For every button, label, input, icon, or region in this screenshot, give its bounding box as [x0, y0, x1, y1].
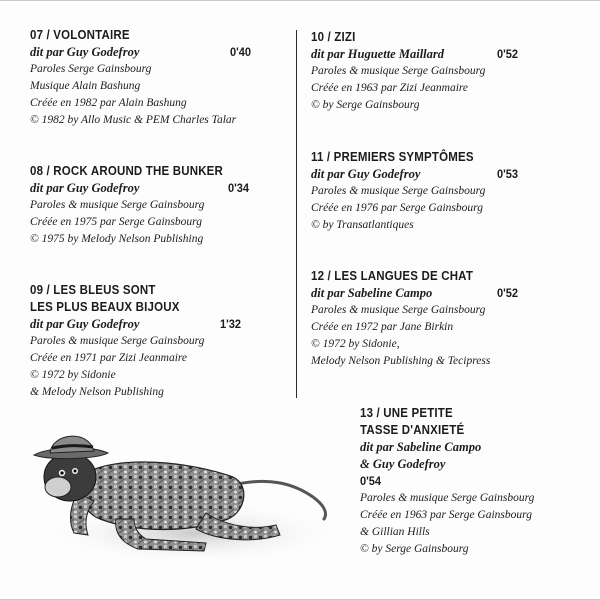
track-entry-08: [30, 163, 250, 248]
track-entry-13: [360, 405, 534, 558]
track-duration: 0'53: [497, 167, 519, 181]
track-duration: 0'52: [497, 47, 519, 61]
track-byline-line: & Guy Godefroy: [360, 457, 446, 471]
track-byline-line: dit par Sabeline Campo: [360, 440, 482, 454]
monkey-figure-illustration: [28, 415, 338, 565]
credit-line: © by Serge Gainsbourg: [311, 99, 420, 111]
credit-line: Paroles & musique Serge Gainsbourg: [360, 492, 535, 504]
credit-line: © 1982 by Allo Music & PEM Charles Talar: [30, 114, 237, 126]
track-byline: [30, 180, 250, 197]
credit-line: Paroles & musique Serge Gainsbourg: [311, 304, 486, 316]
track-title: 07 / VOLONTAIRE: [30, 28, 130, 42]
byline-text: dit par Guy Godefroy: [30, 45, 140, 59]
column-divider: [296, 30, 297, 398]
track-duration: 0'40: [230, 45, 252, 59]
track-duration: 0'54: [360, 474, 382, 488]
track-entry-07: [30, 27, 252, 129]
credit-line: & Melody Nelson Publishing: [30, 386, 164, 398]
credit-line: & Gillian Hills: [360, 526, 430, 538]
byline-text: dit par Guy Godefroy: [311, 167, 421, 181]
track-duration: 1'32: [220, 317, 242, 331]
track-title: 08 / ROCK AROUND THE BUNKER: [30, 164, 224, 178]
top-border: [0, 0, 600, 1]
byline-text: dit par Huguette Maillard: [311, 47, 445, 61]
credit-line: Créée en 1975 par Serge Gainsbourg: [30, 216, 202, 228]
track-byline: [30, 44, 252, 61]
credit-line: Paroles & musique Serge Gainsbourg: [311, 65, 486, 77]
credit-line: Créée en 1972 par Jane Birkin: [311, 321, 454, 333]
track-byline: [30, 316, 242, 333]
credit-line: © 1972 by Sidonie: [30, 369, 116, 381]
track-byline: [311, 166, 519, 183]
credit-line: Créée en 1971 par Zizi Jeanmaire: [30, 352, 188, 364]
track-byline: [311, 46, 519, 63]
credit-line: © 1975 by Melody Nelson Publishing: [30, 233, 204, 245]
credit-line: Créée en 1976 par Serge Gainsbourg: [311, 202, 483, 214]
credit-line: © 1972 by Sidonie,: [311, 338, 400, 350]
track-entry-09: [30, 282, 242, 401]
track-title-line: 13 / UNE PETITE: [360, 406, 453, 420]
credit-line: © by Serge Gainsbourg: [360, 543, 469, 555]
track-entry-10: [311, 29, 519, 114]
track-title-line: 09 / LES BLEUS SONT: [30, 283, 156, 297]
monkey-muzzle: [45, 477, 71, 497]
monkey-body: [80, 462, 244, 530]
credit-line: © by Transatlantiques: [311, 219, 414, 231]
byline-text: dit par Sabeline Campo: [311, 286, 433, 300]
credit-line: Musique Alain Bashung: [30, 80, 141, 92]
credit-line: Créée en 1982 par Alain Bashung: [30, 97, 187, 109]
track-title: 12 / LES LANGUES DE CHAT: [311, 269, 474, 283]
byline-text: dit par Guy Godefroy: [30, 181, 140, 195]
credit-line: Paroles & musique Serge Gainsbourg: [30, 199, 205, 211]
credit-line: Paroles & musique Serge Gainsbourg: [30, 335, 205, 347]
track-title: 11 / PREMIERS SYMPTÔMES: [311, 150, 474, 164]
credit-line: Créée en 1963 par Serge Gainsbourg: [360, 509, 532, 521]
credit-line: Paroles & musique Serge Gainsbourg: [311, 185, 486, 197]
credit-line: Melody Nelson Publishing & Tecipress: [311, 355, 491, 367]
track-entry-11: [311, 149, 519, 234]
track-title-line: LES PLUS BEAUX BIJOUX: [30, 300, 180, 314]
track-duration: 0'34: [228, 181, 250, 195]
byline-text: dit par Guy Godefroy: [30, 317, 140, 331]
track-entry-12: [311, 268, 519, 370]
track-byline: [311, 285, 519, 302]
track-duration: 0'52: [497, 286, 519, 300]
track-title: 10 / ZIZI: [311, 30, 356, 44]
credit-line: Paroles Serge Gainsbourg: [30, 63, 152, 75]
track-title-line: TASSE D'ANXIETÉ: [360, 423, 465, 437]
credit-line: Créée en 1963 par Zizi Jeanmaire: [311, 82, 469, 94]
